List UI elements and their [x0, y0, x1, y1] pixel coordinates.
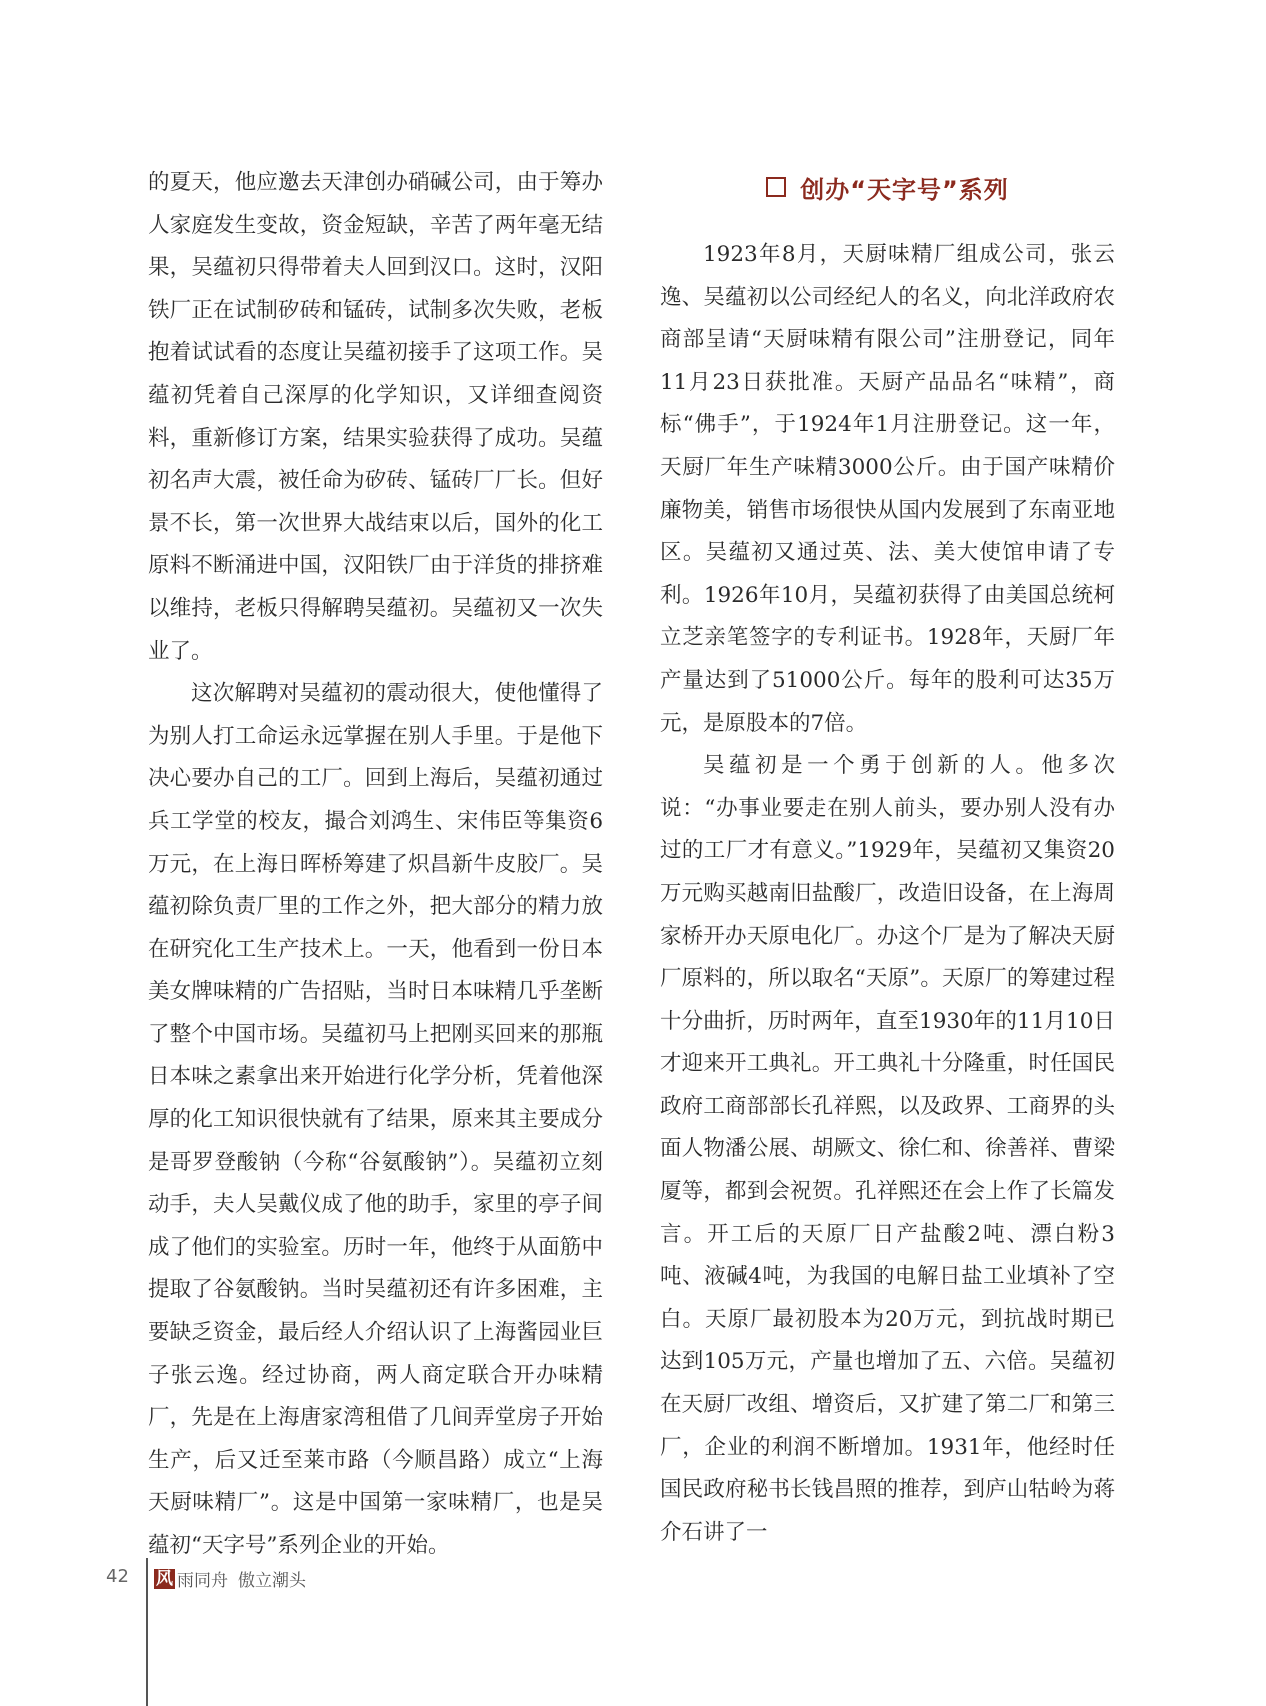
- magazine-name: [154, 1566, 306, 1591]
- section-heading: [660, 162, 1115, 212]
- page-number: 42: [106, 1566, 129, 1587]
- section-title: 创办“天字号”系列: [800, 175, 1009, 204]
- right-paragraph-1: 1923年8月，天厨味精厂组成公司，张云逸、吴蕴初以公司经纪人的名义，向北洋政府农商部呈请“天厨味精有限公司”注册登记，同年11月23日获批准。天厨产品品名“味精”，商标“佛手”，于1924年1月注册登记。这一年，天厨厂年生产味精3000公斤。由于国产味精价廉物美，销售市场很快从国内发展到了东南亚地区。吴蕴初又通过英、法、美大使馆申请了专利。1926年10月，吴蕴初获得了由美国总统柯立芝亲笔签字的专利证书。1928年，天厨厂年产量达到了51000公斤。每年的股利可达35万元，是原股本的7倍。: [660, 242, 1115, 736]
- page-footer: [0, 1558, 1266, 1598]
- magazine-subtitle: 傲立潮头: [238, 1571, 306, 1591]
- magazine-title: 雨同舟: [177, 1571, 228, 1591]
- left-paragraph-2: 这次解聘对吴蕴初的震动很大，使他懂得了为别人打工命运永远掌握在别人手里。于是他下决心要办自己的工厂。回到上海后，吴蕴初通过兵工学堂的校友，撮合刘鸿生、宋伟臣等集资6万元，在上海日晖桥筹建了炽昌新牛皮胶厂。吴蕴初除负责厂里的工作之外，把大部分的精力放在研究化工生产技术上。一天，他看到一份日本美女牌味精的广告招贴，当时日本味精几乎垄断了整个中国市场。吴蕴初马上把刚买回来的那瓶日本味之素拿出来开始进行化学分析，凭着他深厚的化工知识很快就有了结果，原来其主要成分是哥罗登酸钠（今称“谷氨酸钠”）。吴蕴初立刻动手，夫人吴戴仪成了他的助手，家里的亭子间成了他们的实验室。历时一年，他终于从面筋中提取了谷氨酸钠。当时吴蕴初还有许多困难，主要缺乏资金，最后经人介绍认识了上海酱园业巨子张云逸。经过协商，两人商定联合开办味精厂，先是在上海唐家湾租借了几间弄堂房子开始生产，后又迁至莱市路（今顺昌路）成立“上海天厨味精厂”。这是中国第一家味精厂，也是吴蕴初“天字号”系列企业的开始。: [148, 681, 603, 1558]
- right-paragraph-2: 吴蕴初是一个勇于创新的人。他多次说：“办事业要走在别人前头，要办别人没有办过的工厂才有意义。”1929年，吴蕴初又集资20万元购买越南旧盐酸厂，改造旧设备，在上海周家桥开办天原电化厂。办这个厂是为了解决天厨厂原料的，所以取名“天原”。天原厂的筹建过程十分曲折，历时两年，直至1930年的11月10日才迎来开工典礼。开工典礼十分隆重，时任国民政府工商部部长孔祥熙，以及政界、工商界的头面人物潘公展、胡厥文、徐仁和、徐善祥、曹梁厦等，都到会祝贺。孔祥熙还在会上作了长篇发言。开工后的天原厂日产盐酸2吨、漂白粉3吨、液碱4吨，为我国的电解日盐工业填补了空白。天原厂最初股本为20万元，到抗战时期已达到105万元，产量也增加了五、六倍。吴蕴初在天厨厂改组、增资后，又扩建了第二厂和第三厂，企业的利润不断增加。1931年，他经时任国民政府秘书长钱昌照的推荐，到庐山牯岭为蒋介石讲了一: [660, 753, 1115, 1545]
- magazine-logo: 风: [156, 1568, 173, 1589]
- left-column: [148, 162, 603, 1568]
- right-column: [660, 162, 1115, 1554]
- hollow-square-icon: [766, 177, 786, 197]
- left-paragraph-1: 的夏天，他应邀去天津创办硝碱公司，由于筹办人家庭发生变故，资金短缺，辛苦了两年毫无结果，吴蕴初只得带着夫人回到汉口。这时，汉阳铁厂正在试制矽砖和锰砖，试制多次失败，老板抱着试试看的态度让吴蕴初接手了这项工作。吴蕴初凭着自己深厚的化学知识，又详细查阅资料，重新修订方案，结果实验获得了成功。吴蕴初名声大震，被任命为矽砖、锰砖厂厂长。但好景不长，第一次世界大战结束以后，国外的化工原料不断涌进中国，汉阳铁厂由于洋货的排挤难以维持，老板只得解聘吴蕴初。吴蕴初又一次失业了。: [148, 170, 603, 664]
